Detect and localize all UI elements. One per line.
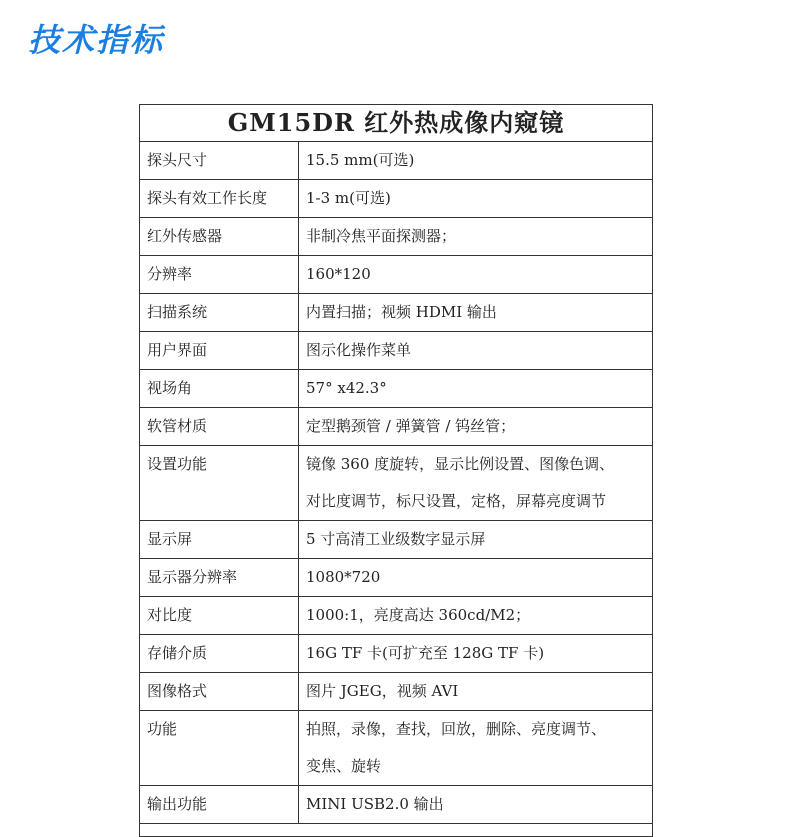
spec-value	[299, 408, 653, 446]
spec-value-line: 定型鹅颈管 / 弹簧管 / 钨丝管；	[306, 417, 516, 435]
table-row	[140, 635, 653, 673]
spec-label: 设置功能	[140, 446, 299, 521]
spec-value-line: 镜像 360 度旋转，显示比例设置、图像色调、	[306, 455, 615, 473]
spec-value	[299, 370, 653, 408]
spec-value-line: 图片 JGEG，视频 AVI	[306, 682, 459, 700]
spec-value-line: 变焦、旋转	[306, 757, 382, 775]
spec-value	[299, 256, 653, 294]
table-row	[140, 294, 653, 332]
spec-value	[299, 673, 653, 711]
spec-value	[299, 294, 653, 332]
table-row	[140, 446, 653, 521]
table-row	[140, 370, 653, 408]
table-row	[140, 711, 653, 786]
spec-value-line: 160*120	[306, 265, 371, 283]
spec-label: 探头尺寸	[140, 142, 299, 180]
spec-value	[299, 559, 653, 597]
page-heading: 技术指标	[28, 21, 165, 59]
spec-label: 分辨率	[140, 256, 299, 294]
table-row	[140, 597, 653, 635]
spec-value	[299, 711, 653, 786]
spec-value-line: MINI USB2.0 输出	[306, 795, 444, 813]
spec-value-line: 1-3 m(可选)	[306, 189, 391, 207]
spec-value	[299, 446, 653, 521]
spec-value	[299, 635, 653, 673]
table-title: GM15DR 红外热成像内窥镜	[140, 105, 653, 142]
table-row	[140, 521, 653, 559]
spec-table-body	[140, 142, 653, 837]
spec-value-line: 5 寸高清工业级数字显示屏	[306, 530, 486, 548]
table-title-row	[140, 105, 653, 142]
table-row	[140, 332, 653, 370]
spec-label: 存储介质	[140, 635, 299, 673]
spec-label: 软管材质	[140, 408, 299, 446]
table-row	[140, 673, 653, 711]
spec-value-line: 对比度调节，标尺设置，定格，屏幕亮度调节	[306, 492, 607, 510]
table-row-partial	[140, 824, 653, 837]
spec-label: 显示屏	[140, 521, 299, 559]
table-row	[140, 408, 653, 446]
spec-value	[299, 786, 653, 824]
spec-label: 图像格式	[140, 673, 299, 711]
spec-value	[299, 218, 653, 256]
spec-value-line: 1080*720	[306, 568, 381, 586]
spec-label: 扫描系统	[140, 294, 299, 332]
spec-value-line: 内置扫描；视频 HDMI 输出	[306, 303, 497, 321]
spec-value-line: 57° x42.3°	[306, 379, 387, 397]
spec-value-line: 1000:1，亮度高达 360cd/M2；	[306, 606, 531, 624]
spec-label: 对比度	[140, 597, 299, 635]
spec-label: 功能	[140, 711, 299, 786]
table-cell-partial	[140, 824, 653, 837]
table-row	[140, 786, 653, 824]
spec-table	[139, 104, 653, 837]
spec-label: 红外传感器	[140, 218, 299, 256]
spec-value	[299, 332, 653, 370]
spec-label: 显示器分辨率	[140, 559, 299, 597]
spec-label: 视场角	[140, 370, 299, 408]
table-row	[140, 180, 653, 218]
spec-label: 探头有效工作长度	[140, 180, 299, 218]
table-row	[140, 256, 653, 294]
spec-label: 输出功能	[140, 786, 299, 824]
spec-value-line: 图示化操作菜单	[306, 341, 412, 359]
table-row	[140, 142, 653, 180]
spec-value-line: 拍照，录像，查找，回放，删除、亮度调节、	[306, 720, 607, 738]
table-row	[140, 218, 653, 256]
spec-value	[299, 180, 653, 218]
spec-value	[299, 521, 653, 559]
spec-value	[299, 597, 653, 635]
table-row	[140, 559, 653, 597]
spec-label: 用户界面	[140, 332, 299, 370]
spec-value	[299, 142, 653, 180]
spec-value-line: 16G TF 卡(可扩充至 128G TF 卡)	[306, 644, 545, 662]
spec-value-line: 15.5 mm(可选)	[306, 151, 415, 169]
spec-value-line: 非制冷焦平面探测器；	[306, 227, 457, 245]
